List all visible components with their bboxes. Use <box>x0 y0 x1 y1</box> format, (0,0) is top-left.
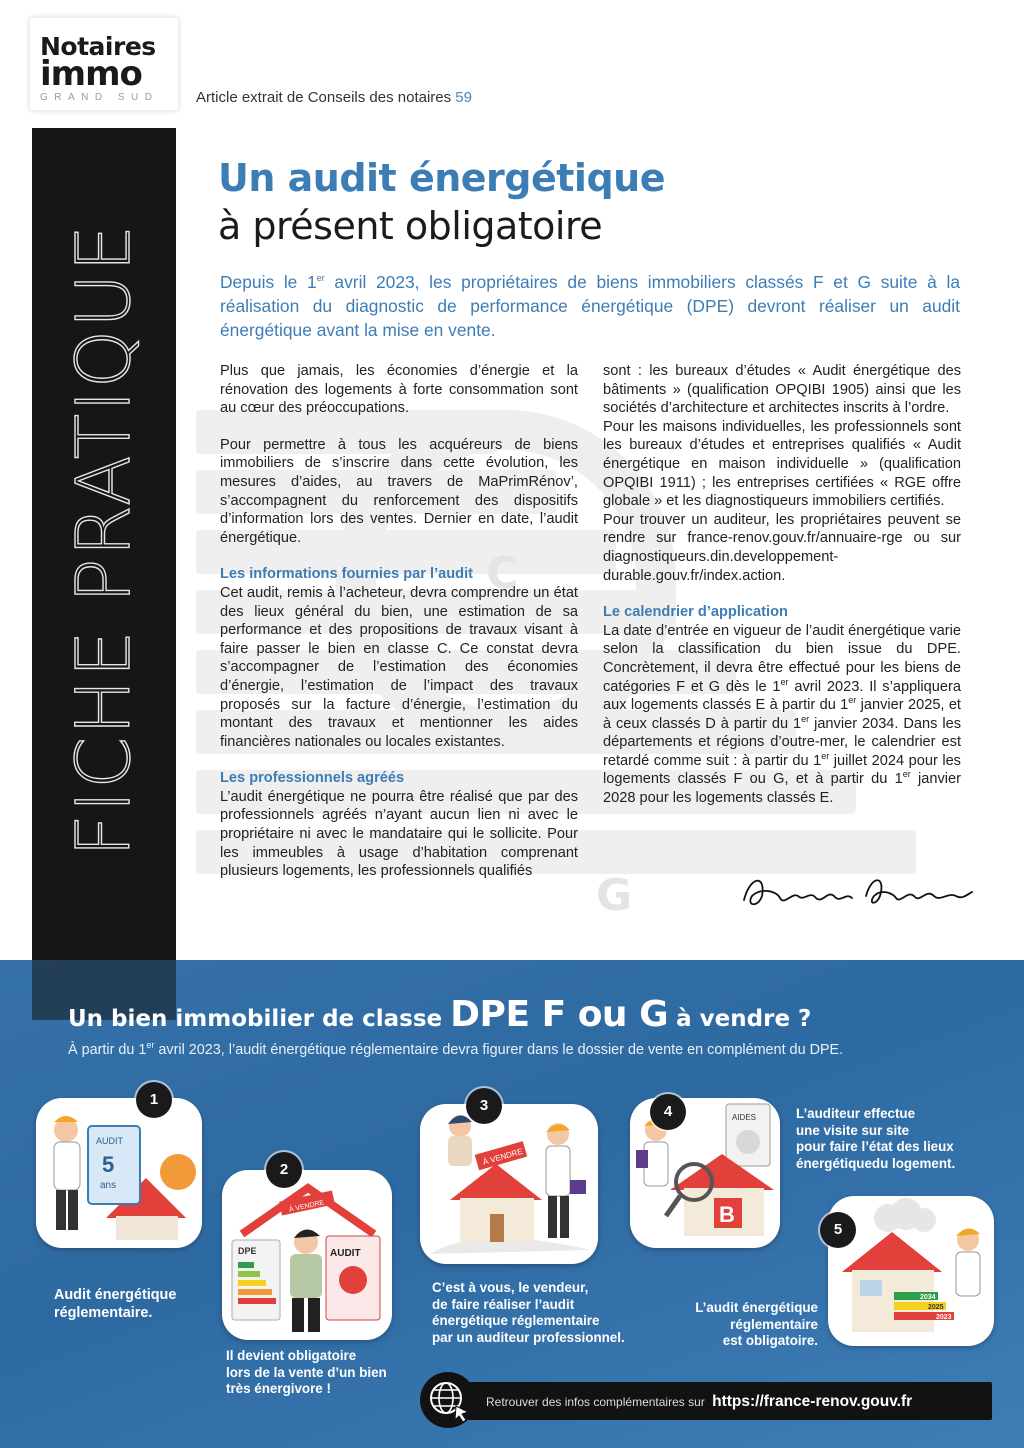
section-heading: Les informations fournies par l’audit <box>220 566 473 583</box>
lead-paragraph: Depuis le 1er avril 2023, les propriétaires de biens immobiliers classés F et G suite à la réalisation du diagnostic de performance énergétique (DPE) devront réaliser un audit énergétique avant la mise en vente. <box>220 272 960 340</box>
title-line-2: à présent obligatoire <box>218 204 603 248</box>
logo <box>30 18 178 110</box>
svg-text:ans: ans <box>100 1180 117 1191</box>
side-label: FICHE PRATIQUE <box>61 222 147 858</box>
step-1-illustration <box>36 1098 202 1248</box>
paragraph: Cet audit, remis à l’acheteur, devra comprendre un état des lieux général du bien, une estimation de sa performance et des propositions de travaux visant à faire passer le bien en classe C. Ce constat devra s’accompagner de l’estimation des économies d’énergie, l’estimation de l’impact des travaux proposés sur la facture d’énergie, l’estimation du montant des travaux et mentionner les aides financières nationales ou locales existantes. <box>220 584 578 750</box>
paragraph: sont : les bureaux d’études « Audit énergétique des bâtiments » (qualification OPQIBI 1905) ainsi que les sociétés d’architecture et architectes inscrits à l’ordre. <box>603 363 961 417</box>
svg-text:DPE: DPE <box>238 1246 257 1256</box>
svg-text:B: B <box>719 1202 735 1227</box>
paragraph: Pour permettre à tous les acquéreurs de biens immobiliers de s’inscrire dans cette évolution, les mesures d’aides, au travers de MaPrimRénov’, s’accompagnent du renforcement des dispositifs d’information lors des ventes. Dernier en date, l’audit énergétique. <box>220 436 578 546</box>
step-5-badge: 5 <box>820 1212 856 1248</box>
svg-text:G: G <box>596 870 633 921</box>
step-5-caption: L’audit énergétique réglementaire est obligatoire. <box>695 1300 818 1349</box>
paragraph: Plus que jamais, les économies d’énergie et la rénovation des logements à forte consommation sont au cœur des préoccupations. <box>220 363 578 417</box>
svg-text:C: C <box>486 548 519 599</box>
step-2-caption: Il devient obligatoire lors de la vente d’un bien très énergivore ! <box>226 1348 387 1397</box>
source-issue: 59 <box>455 89 472 106</box>
step-2-badge: 2 <box>266 1152 302 1188</box>
logo-line-3: GRAND SUD <box>40 92 159 103</box>
paragraph: Pour trouver un auditeur, les propriétaires peuvent se rendre sur france-renov.gouv.fr/annuaire-rge ou sur diagnostiqueurs.din.developpement- durable.gouv.fr/index.action. <box>603 511 961 584</box>
infographic-title: Un bien immobilier de classe DPE F ou G à vendre ? <box>68 994 812 1035</box>
step-1-caption: Audit énergétique réglementaire. <box>54 1287 177 1321</box>
step-4-badge: 4 <box>650 1094 686 1130</box>
svg-text:AUDIT: AUDIT <box>330 1248 361 1259</box>
svg-text:À VENDRE: À VENDRE <box>481 1146 524 1167</box>
step-4-caption: L’auditeur effectue une visite sur site pour faire l’état des lieux énergétiquedu logement. <box>796 1106 956 1171</box>
source-text: Article extrait de Conseils des notaires <box>196 89 452 106</box>
globe-cursor-icon <box>420 1372 476 1428</box>
logo-line-2: immo <box>40 54 142 94</box>
step-3-caption: C’est à vous, le vendeur, de faire réaliser l’audit énergétique réglementaire par un auditeur professionnel. <box>432 1280 625 1345</box>
svg-text:AUDIT: AUDIT <box>96 1136 123 1146</box>
section-heading: Les professionnels agréés <box>220 770 405 787</box>
signature <box>736 866 976 916</box>
infographic-subtitle: À partir du 1er avril 2023, l’audit énergétique réglementaire devra figurer dans le dossier de vente en complément du DPE. <box>68 1040 844 1058</box>
step-2-illustration <box>222 1170 392 1340</box>
svg-text:2034: 2034 <box>920 1294 936 1301</box>
svg-text:À VENDRE: À VENDRE <box>288 1199 325 1214</box>
step-3-badge: 3 <box>466 1088 502 1124</box>
svg-text:AIDES: AIDES <box>732 1113 757 1122</box>
footer-text: Retrouver des infos complémentaires sur https://france-renov.gouv.fr <box>486 1393 913 1410</box>
paragraph: L’audit énergétique ne pourra être réalisé que par des professionnels agréés n’ayant aucun lien ni avec le propriétaire ni avec le mandataire qui le sollicite. Pour les immeubles à usage d’habitation comprenant plusieurs logements, les professionnels qualifiés <box>220 788 578 880</box>
title-line-1: Un audit énergétique <box>218 156 665 200</box>
svg-text:2023: 2023 <box>936 1314 952 1321</box>
logo-line-1: Notaires <box>40 32 156 61</box>
footer-url-link[interactable]: https://france-renov.gouv.fr <box>712 1393 913 1410</box>
svg-text:2025: 2025 <box>928 1304 944 1311</box>
article-column-right <box>603 362 961 808</box>
paragraph: Pour les maisons individuelles, les professionnels sont les bureaux d’études et entreprises qualifiés « Audit énergétique en maison individuelle » (qualification OPQIBI 1911) ; les entreprises certifiées « RGE offre globale » et les diagnostiqueurs immobiliers certifiés. <box>603 418 961 510</box>
step-1-badge: 1 <box>136 1082 172 1118</box>
source-line <box>196 89 472 106</box>
article-column-left <box>220 362 578 881</box>
section-heading: Le calendrier d’application <box>603 604 788 621</box>
svg-text:5: 5 <box>102 1152 115 1177</box>
step-5-illustration <box>828 1196 994 1346</box>
step-3-illustration <box>420 1104 598 1264</box>
paragraph: La date d’entrée en vigueur de l’audit énergétique varie selon la classification du bien issue du DPE. Concrètement, il devra être effectué pour les biens de catégories F et G dès le 1er avril 2023. Il s’appliquera aux logements classés E à partir du 1er janvier 2025, et à ceux classés D à partir du 1er janvier 2034. Dans les départements et régions d’outre-mer, le calendrier est retardé comme suit : à partir du 1er juillet 2024 pour les logements classés F ou G, et à partir du 1er janvier 2028 pour les logements classés E. <box>603 622 961 807</box>
